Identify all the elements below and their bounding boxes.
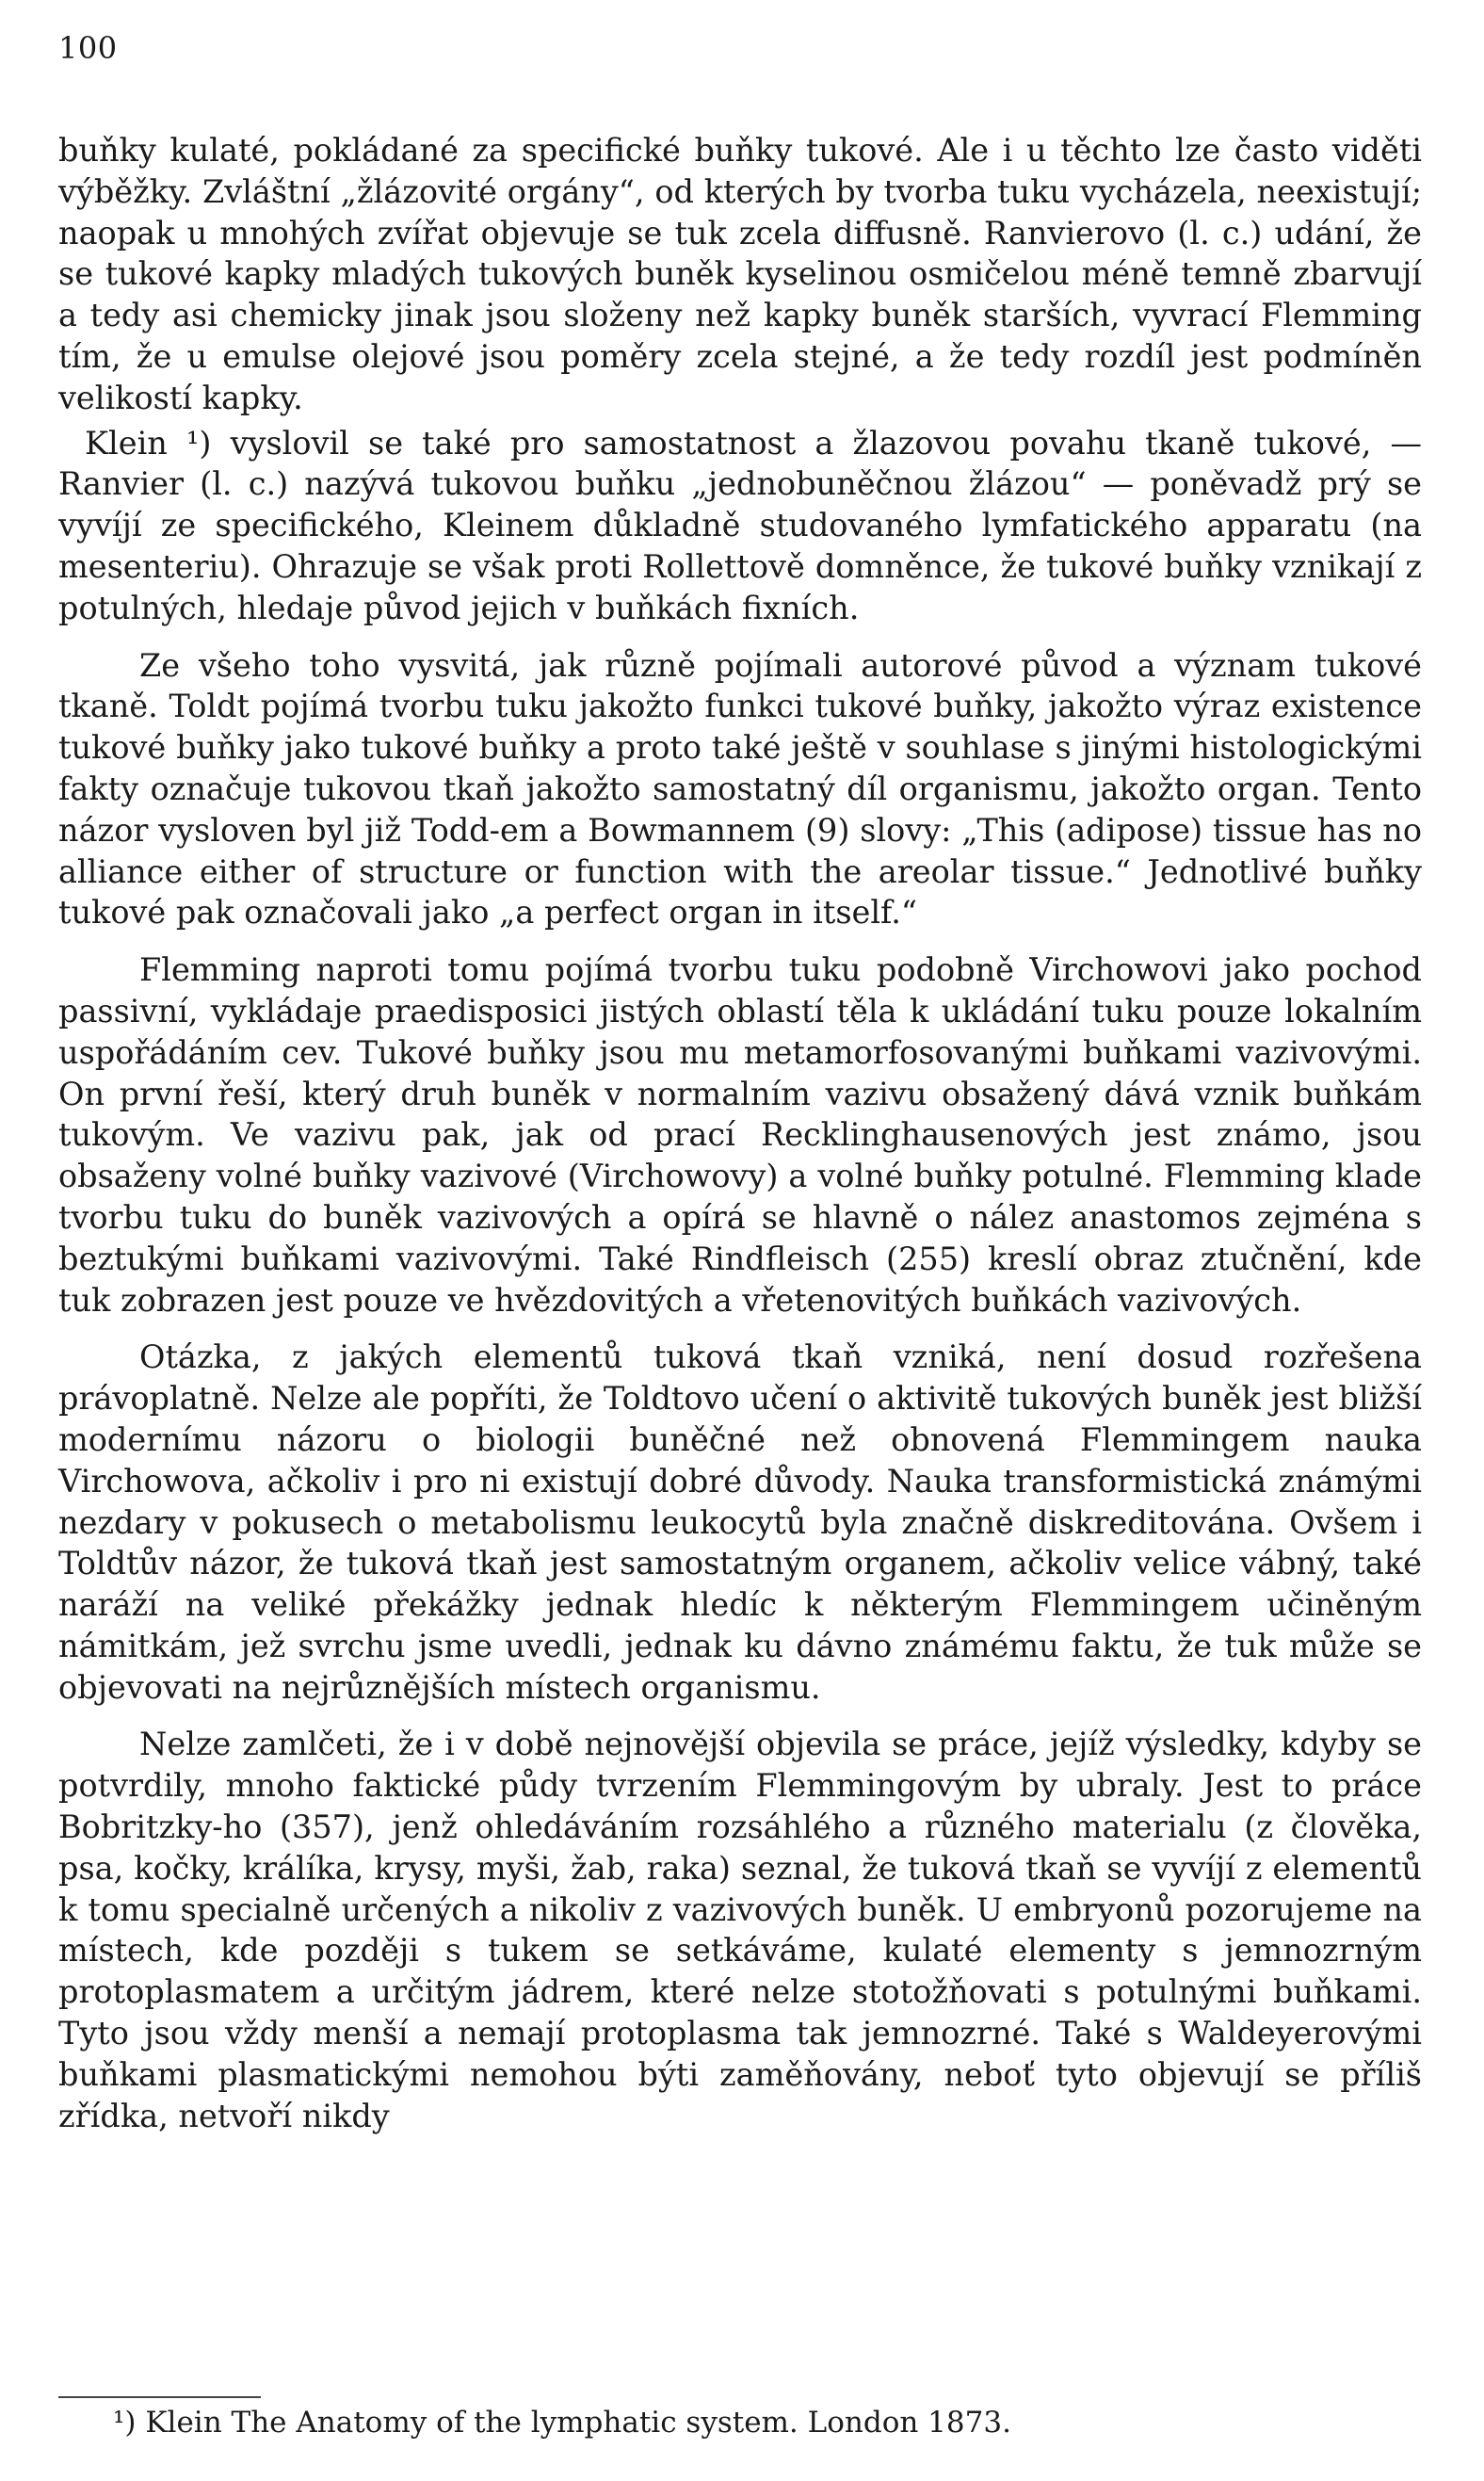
body-text [58, 130, 1422, 2136]
footnote: ¹) Klein The Anatomy of the lymphatic system. London 1873. [113, 2406, 1011, 2440]
page-number: 100 [58, 30, 118, 66]
paragraph-5: Otázka, z jakých elementů tuková tkaň vzniká, není dosud rozřešena právoplatně. Nelze ale popříti, že Toldtovo učení o aktivitě tukových buněk jest bližší modernímu názoru o biologii buněčné než obnovená Flemmingem nauka Virchowova, ačkoliv i pro ni existují dobré důvody. Nauka transformistická známými nezdary v pokusech o metabolismu leukocytů byla značně diskreditována. Ovšem i Toldtův názor, že tuková tkaň jest samostatným organem, ačkoliv velice vábný, také naráží na veliké překážky jednak hledíc k některým Flemmingem učiněným námitkám, jež svrchu jsme uvedli, jednak ku dávno známému faktu, že tuk může se objevovati na nejrůznějších místech organismu. [58, 1338, 1422, 1706]
paragraph-2: Klein ¹) vyslovil se také pro samostatnost a žlazovou povahu tkaně tukové, — Ranvier (l. c.) nazývá tukovou buňku „jednobuněčnou žlázou“ — poněvadž prý se vyvíjí ze specifického, Kleinem důkladně studovaného lymfatického apparatu (na mesenteriu). Ohrazuje se však proti Rollettově domněnce, že tukové buňky vznikají z potulných, hledaje původ jejich v buňkách fixních. [58, 424, 1422, 626]
footnote-divider [58, 2396, 261, 2398]
paragraph-6: Nelze zamlčeti, že i v době nejnovější objevila se práce, jejíž výsledky, kdyby se potvrdily, mnoho faktické půdy tvrzením Flemmingovým by ubraly. Jest to práce Bobritzky-ho (357), jenž ohledáváním rozsáhlého a různého materialu (z člověka, psa, kočky, králíka, krysy, myši, žab, raka) seznal, že tuková tkaň se vyvíjí z elementů k tomu specialně určených a nikoliv z vazivových buněk. U embryonů pozorujeme na místech, kde později s tukem se setkáváme, kulaté elementy s jemnozrným protoplasmatem a určitým jádrem, které nelze stotožňovati s potulnými buňkami. Tyto jsou vždy menší a nemají protoplasma tak jemnozrné. Také s Waldeyerovými buňkami plasmatickými nemohou býti zaměňovány, neboť tyto objevují se příliš zřídka, netvoří nikdy [58, 1726, 1422, 2134]
paragraph-1: buňky kulaté, pokládané za specifické buňky tukové. Ale i u těchto lze často viděti výběžky. Zvláštní „žlázovité orgány“, od kterých by tvorba tuku vycházela, neexistují; naopak u mnohých zvířat objevuje se tuk zcela diffusně. Ranvierovo (l. c.) udání, že se tukové kapky mladých tukových buněk kyselinou osmičelou méně temně zbarvují a tedy asi chemicky jinak jsou složeny než kapky buněk starších, vyvrací Flemming tím, že u emulse olejové jsou poměry zcela stejné, a že tedy rozdíl jest podmíněn velikostí kapky. [58, 132, 1422, 416]
paragraph-3: Ze všeho toho vysvitá, jak různě pojímali autorové původ a význam tukové tkaně. Toldt pojímá tvorbu tuku jakožto funkci tukové buňky, jakožto výraz existence tukové buňky jako tukové buňky a proto také ještě v souhlase s jinými histologickými fakty označuje tukovou tkaň jakožto samostatný díl organismu, jakožto organ. Tento názor vysloven byl již Todd-em a Bowmannem (9) slovy: „This (adipose) tissue has no alliance either of structure or function with the areolar tissue.“ Jednotlivé buňky tukové pak označovali jako „a perfect organ in itself.“ [58, 646, 1422, 932]
paragraph-4: Flemming naproti tomu pojímá tvorbu tuku podobně Virchowovi jako pochod passivní, vykládaje praedisposici jistých oblastí těla k ukládání tuku pouze lokalním uspořádáním cev. Tukové buňky jsou mu metamorfosovanými buňkami vazivovými. On první řeší, který druh buněk v normalním vazivu obsažený dává vznik buňkám tukovým. Ve vazivu pak, jak od prací Recklinghausenových jest známo, jsou obsaženy volné buňky vazivové (Virchowovy) a volné buňky potulné. Flemming klade tvorbu tuku do buněk vazivových a opírá se hlavně o nález anastomos zejména s beztukými buňkami vazivovými. Také Rindfleisch (255) kreslí obraz ztučnění, kde tuk zobrazen jest pouze ve hvězdovitých a vřetenovitých buňkách vazivových. [58, 951, 1422, 1319]
